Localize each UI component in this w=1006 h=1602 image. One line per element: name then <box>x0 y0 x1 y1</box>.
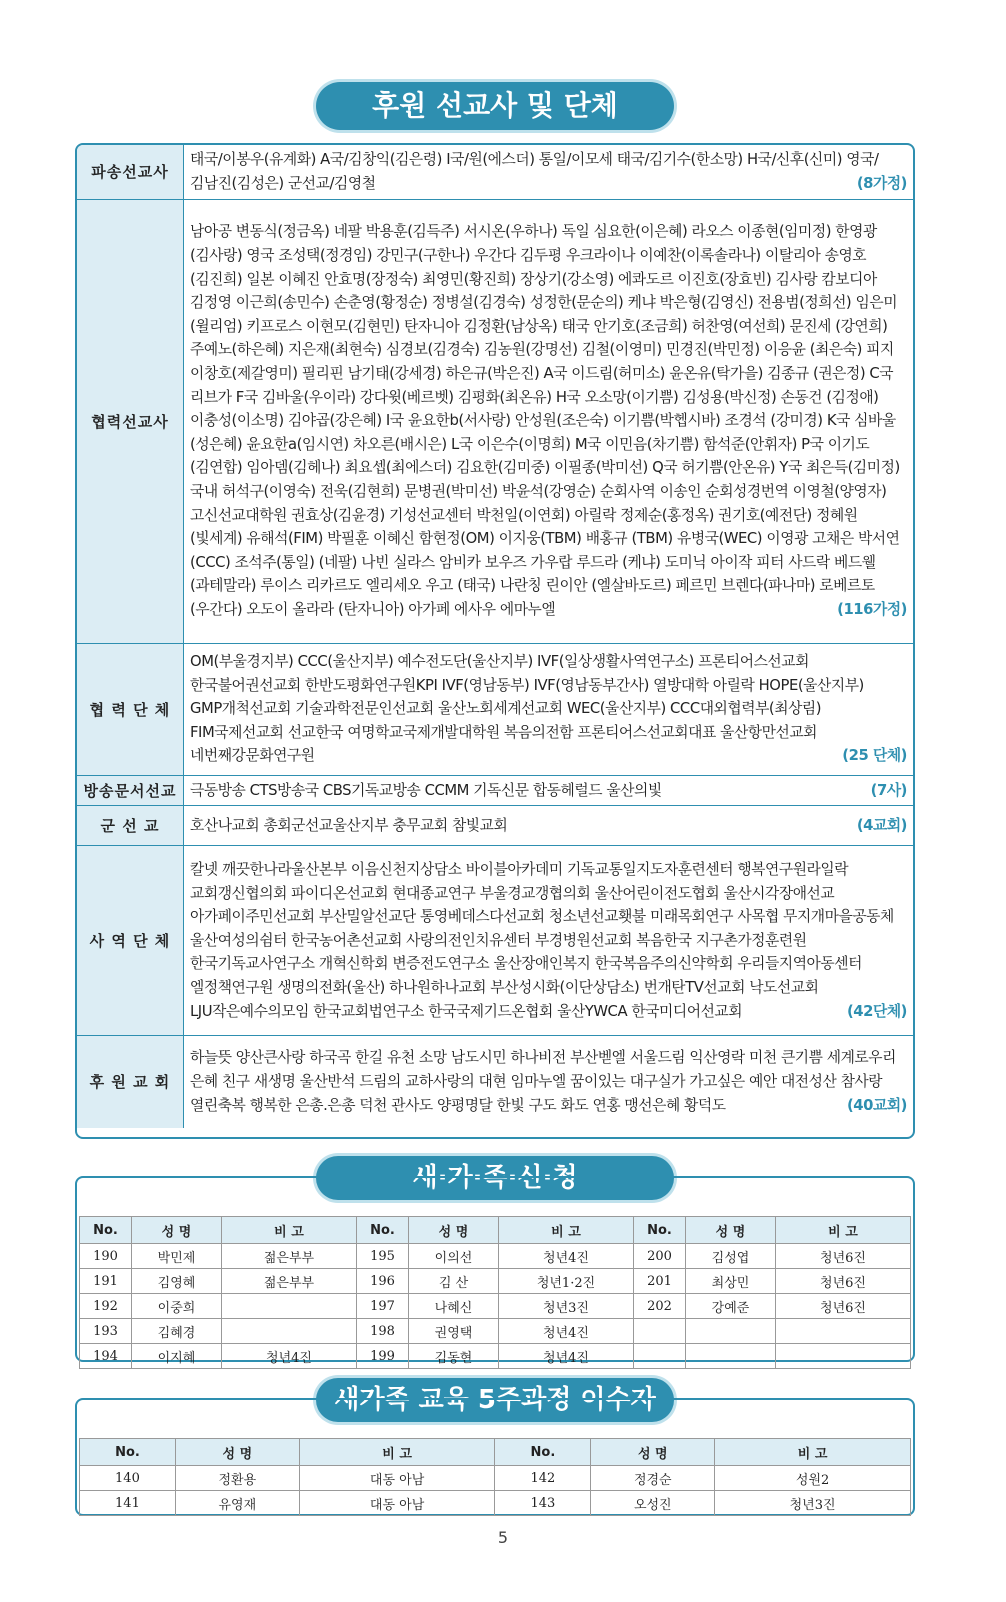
member-note: 청년4진 <box>499 1319 634 1344</box>
member-note <box>222 1294 357 1319</box>
member-note: 청년4진 <box>499 1344 634 1369</box>
row-content <box>184 145 914 199</box>
member-note: 젊은부부 <box>222 1244 357 1269</box>
row-count: (40교회) <box>846 1096 907 1114</box>
member-name: 박민제 <box>132 1244 222 1269</box>
member-no: 195 <box>357 1244 409 1269</box>
row-content <box>184 643 914 775</box>
table-row <box>80 1491 911 1516</box>
member-name: 이지혜 <box>132 1344 222 1369</box>
member-name: 정환용 <box>175 1466 299 1491</box>
education-table-box <box>75 1398 915 1516</box>
member-no: 140 <box>80 1466 176 1491</box>
row-content <box>184 806 914 846</box>
row-count: (116가정) <box>837 600 907 618</box>
column-header: No. <box>80 1217 132 1244</box>
member-no: 142 <box>495 1466 591 1491</box>
member-name <box>686 1344 776 1369</box>
row-text: 칼넷 깨끗한나라울산본부 이음신천지상담소 바이블아카데미 기독교통일지도자훈련센터 행복연구원라일락 교회갱신협의회 파이디온선교회 현대종교연구 부울경교갱협의회 울산어린이전도협회 울산시각장애선교 아가페이주민선교회 부산밀알선교단 통영베데스다선교회 청소년선교횃불 미래목회연구 사목협 무지개마을공동체 울산여성의쉼터 한국농어촌선교회 사랑의전인치유센터 부경병원선교회 복음한국 지구촌가정훈련원 한국기독교사연구소 개혁신학회 변증전도연구소 울산장애인복지 한국복음주의신약학회 우리들지역아동센터 엘정책연구원 생명의전화(울산) 하나원하나교회 부산성시화(이단상담소) 번개탄TV선교회 낙도선교회 LJU작은예수의모임 한국교회법연구소 한국국제기드온협회 울산YWCA 한국미디어선교회 <box>190 861 894 1020</box>
column-header: 비 고 <box>776 1217 911 1244</box>
member-no: 199 <box>357 1344 409 1369</box>
member-name: 김영혜 <box>132 1269 222 1294</box>
row-content <box>184 199 914 643</box>
table-header-row <box>80 1439 911 1466</box>
member-name: 오성진 <box>591 1491 715 1516</box>
member-note: 청년6진 <box>776 1269 911 1294</box>
row-text: 남아공 변동식(정금옥) 네팔 박용훈(김득주) 서시온(우하나) 독일 심요한(이은혜) 라오스 이종현(임미정) 한영광(김사랑) 영국 조성택(정경임) 강민구(구한나) 우간다 김두평 우크라이나 이예찬(이록솔라나) 이탈리아 송영호(김진희) 일본 이혜진 안효명(장정숙) 최영민(황진희) 장상기(강소영) 에콰도르 이진호(장효빈) 김사랑 캄보디아 김정영 이근희(송민수) 손춘영(황정순) 정병설(김경숙) 성정한(문순의) 케냐 박은형(김영신) 전용범(정희선) 임은미 (윌리엄) 키프로스 이현모(김현민) 탄자니아 김정환(남상옥) 태국 안기호(조금희) 허찬영(여선희) 문진세 (강연희) 주예노(하은혜) 지은재(최현숙) 심경보(김경숙) 김농원(강명선) 김철(이영미) 민경진(박민정) 이응윤 (최은숙) 피지 이창호(제갈영미) 필리핀 남기태(강세경) 하은규(박은진) A국 이드림(허미소) 윤온유(탁가을) 김종규 (권은정) C국 리브가 F국 김바울(우이라) 강다윗(베르벳) 김평화(최온유) H국 오소망(이기쁨) 김성용(박신정) 손동건 (김정애) 이충성(이소명) 김야곱(강은혜) I국 윤요한b(서사랑) 안성원(조은숙) 이기쁨(박헵시바) 조경석 (강미경) K국 심바울(성은혜) 윤요한a(임시연) 차오른(배시은) L국 이은수(이명희) M국 이민음(차기쁨) 함석준(안휘자) P국 이기도(김연합) 임아뎀(김헤나) 최요셉(최에스더) 김요한(김미중) 이필종(박미선) Q국 허기쁨(안온유) Y국 최은득(김미정) 국내 허석구(이영숙) 전욱(김현희) 문병권(박미선) 박윤석(강영순) 순회사역 이송인 순회성경번역 이영철(양영자) 고신선교대학원 권효상(김윤경) 기성선교센터 박천일(이연회) 아릴락 정제순(홍정옥) 권기호(예전단) 정혜원(빛세계) 유해석(FIM) 박필훈 이혜신 함현정(OM) 이지웅(TBM) 배홍규 (TBM) 유병국(WEC) 이영광 고채은 박서연(CCC) 조석주(통일) (네팔) 나빈 실라스 암비카 보우즈 가우랍 루드라 (케냐) 도미닉 아이작 피터 사드락 베드웰 (과테말라) 루이스 리카르도 엘리세오 우고 (태국) 나란칭 린이안 (엘살바도르) 페르민 브렌다(파나마) 로베르토 (우간다) 오도이 올라라 (탄자니아) 아가페 에사우 에마누엘 <box>190 223 900 618</box>
row-text: 호산나교회 총회군선교울산지부 충무교회 참빛교회 <box>190 816 508 834</box>
row-label: 후 원 교 회 <box>77 1036 184 1128</box>
member-name: 정경순 <box>591 1466 715 1491</box>
column-header: 성 명 <box>175 1439 299 1466</box>
member-note: 대동 아남 <box>299 1491 495 1516</box>
member-name: 김혜경 <box>132 1319 222 1344</box>
table-row <box>80 1269 911 1294</box>
member-note: 젊은부부 <box>222 1269 357 1294</box>
member-no: 141 <box>80 1491 176 1516</box>
column-header: No. <box>634 1217 686 1244</box>
section-title-supporters: 후원 선교사 및 단체 <box>316 82 674 130</box>
supporter-row <box>77 1036 913 1128</box>
member-note: 청년6진 <box>776 1244 911 1269</box>
row-text: 태국/이봉우(유계화) A국/김창익(김은령) I국/원(에스더) 통일/이모세 태국/김기수(한소망) H국/신후(신미) 영국/김남진(김성은) 군선교/김영철 <box>190 151 879 192</box>
table-row <box>80 1294 911 1319</box>
column-header: 비 고 <box>299 1439 495 1466</box>
member-note: 청년4진 <box>499 1244 634 1269</box>
member-name: 이의선 <box>409 1244 499 1269</box>
member-no: 190 <box>80 1244 132 1269</box>
column-header: No. <box>495 1439 591 1466</box>
row-label: 방송문서선교 <box>77 775 184 806</box>
column-header: 성 명 <box>132 1217 222 1244</box>
row-content <box>184 846 914 1036</box>
row-text: 극동방송 CTS방송국 CBS기독교방송 CCMM 기독신문 합동헤럴드 울산의빛 <box>190 781 662 799</box>
new-family-table-box <box>75 1176 915 1366</box>
member-name: 김동현 <box>409 1344 499 1369</box>
member-note <box>776 1319 911 1344</box>
supporter-row <box>77 199 913 643</box>
member-name: 강예준 <box>686 1294 776 1319</box>
member-name: 최상민 <box>686 1269 776 1294</box>
member-note: 대동 아남 <box>299 1466 495 1491</box>
supporter-row <box>77 643 913 775</box>
table-row <box>80 1244 911 1269</box>
row-count: (7사) <box>870 781 907 799</box>
member-no: 196 <box>357 1269 409 1294</box>
column-header: 비 고 <box>715 1439 911 1466</box>
table-row <box>80 1344 911 1369</box>
row-count: (25 단체) <box>842 747 907 765</box>
supporter-row <box>77 846 913 1036</box>
row-label: 군 선 교 <box>77 806 184 846</box>
member-no <box>634 1319 686 1344</box>
member-note: 청년3진 <box>499 1294 634 1319</box>
member-name: 김 산 <box>409 1269 499 1294</box>
supporter-row <box>77 806 913 846</box>
member-note: 청년3진 <box>715 1491 911 1516</box>
supporters-table-box <box>75 143 915 1139</box>
page-number: 5 <box>497 1528 509 1547</box>
member-no: 200 <box>634 1244 686 1269</box>
column-header: 비 고 <box>222 1217 357 1244</box>
column-header: No. <box>357 1217 409 1244</box>
member-name: 김성엽 <box>686 1244 776 1269</box>
member-name: 나혜신 <box>409 1294 499 1319</box>
member-no: 193 <box>80 1319 132 1344</box>
member-note: 성원2 <box>715 1466 911 1491</box>
supporter-row <box>77 145 913 199</box>
row-text: OM(부울경지부) CCC(울산지부) 예수전도단(울산지부) IVF(일상생활사역연구소) 프론티어스선교회 한국불어권선교회 한반도평화연구원KPI IVF(영남동부) IVF(영남동부간사) 열방대학 아릴락 HOPE(울산지부) GMP개척선교회 기술과학전문인선교회 울산노회세계선교회 WEC(울산지부) CCC대외협력부(최상림) FIM국제선교회 선교한국 여명학교국제개발대학원 복음의전함 프론티어스선교회대표 울산항만선교회 네번째강문화연구원 <box>190 653 864 765</box>
column-header: 성 명 <box>591 1439 715 1466</box>
column-header: No. <box>80 1439 176 1466</box>
row-count: (8가정) <box>856 174 907 192</box>
supporters-table <box>77 145 913 1128</box>
member-no: 143 <box>495 1491 591 1516</box>
member-note: 청년6진 <box>776 1294 911 1319</box>
member-note: 청년4진 <box>222 1344 357 1369</box>
member-no: 192 <box>80 1294 132 1319</box>
section-title-education: 새가족 교육 5주과정 이수자 <box>316 1378 674 1422</box>
member-no <box>634 1344 686 1369</box>
member-no: 191 <box>80 1269 132 1294</box>
row-label: 파송선교사 <box>77 145 184 199</box>
member-no: 201 <box>634 1269 686 1294</box>
new-family-table <box>79 1216 911 1369</box>
member-no: 194 <box>80 1344 132 1369</box>
row-text: 하늘뜻 양산큰사랑 하국곡 한길 유천 소망 남도시민 하나비전 부산벧엘 서울드림 익산영락 미천 큰기쁨 세계로우리 은혜 친구 새생명 울산반석 드림의 교하사랑의 대현 임마누엘 꿈이있는 대구실가 가고싶은 예안 대전성산 참사랑 열린축복 행복한 은총.은총 덕천 관사도 양평명달 한빛 구도 화도 연홍 맹선은혜 황덕도 <box>190 1049 896 1114</box>
column-header: 성 명 <box>409 1217 499 1244</box>
member-no: 202 <box>634 1294 686 1319</box>
member-note <box>222 1319 357 1344</box>
member-name: 유영재 <box>175 1491 299 1516</box>
education-table <box>79 1438 911 1516</box>
member-name: 이중희 <box>132 1294 222 1319</box>
row-content <box>184 1036 914 1128</box>
table-row <box>80 1466 911 1491</box>
member-note <box>776 1344 911 1369</box>
member-no: 198 <box>357 1319 409 1344</box>
row-label: 협력선교사 <box>77 199 184 643</box>
table-row <box>80 1319 911 1344</box>
member-name <box>686 1319 776 1344</box>
row-count: (4교회) <box>856 816 907 834</box>
table-header-row <box>80 1217 911 1244</box>
row-label: 협 력 단 체 <box>77 643 184 775</box>
column-header: 성 명 <box>686 1217 776 1244</box>
member-name: 권영택 <box>409 1319 499 1344</box>
section-title-new-family: 새·가·족·신·청 <box>316 1156 674 1200</box>
member-no: 197 <box>357 1294 409 1319</box>
column-header: 비 고 <box>499 1217 634 1244</box>
supporter-row <box>77 775 913 806</box>
row-label: 사 역 단 체 <box>77 846 184 1036</box>
member-note: 청년1·2진 <box>499 1269 634 1294</box>
row-content <box>184 775 914 806</box>
row-count: (42단체) <box>846 1002 907 1020</box>
